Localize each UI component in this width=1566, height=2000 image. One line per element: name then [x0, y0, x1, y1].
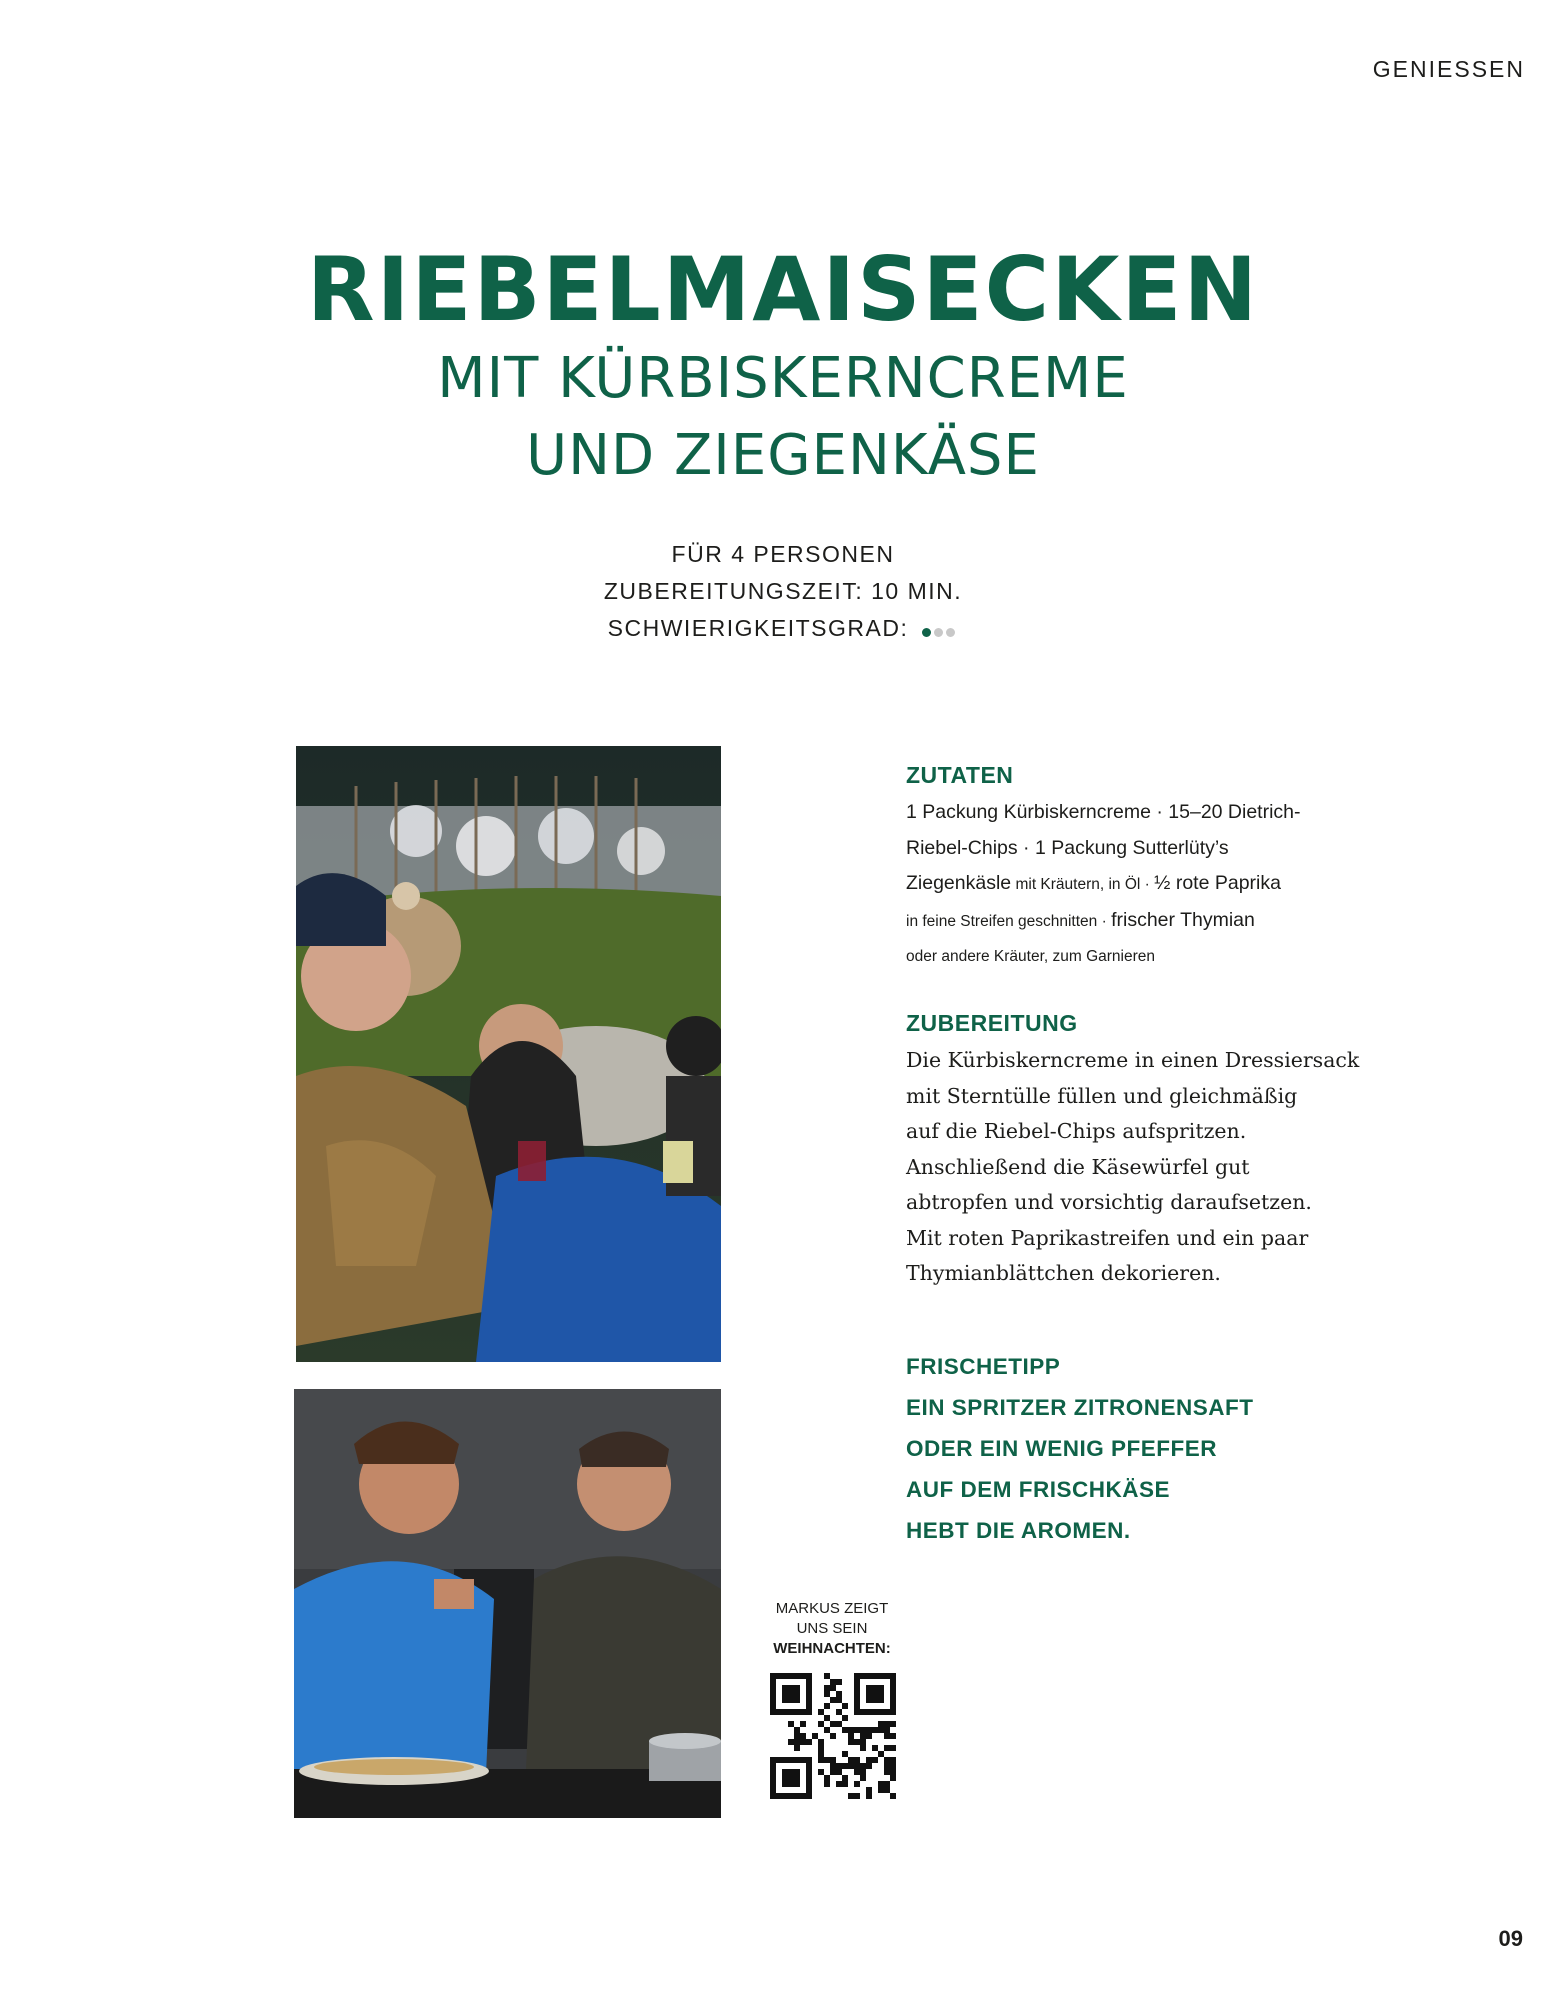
ingredient-thyme: frischer Thymian	[1111, 908, 1255, 931]
qr-caption	[752, 1599, 912, 1659]
photo-party-guests	[296, 746, 721, 1362]
preparation-line: abtropfen und vorsichtig daraufsetzen.	[906, 1190, 1312, 1214]
servings: FÜR 4 PERSONEN	[671, 541, 895, 567]
preparation-heading: ZUBEREITUNG	[906, 1010, 1078, 1036]
ingredient-goat-cheese: Ziegenkäsle	[906, 872, 1012, 894]
ingredient-paprika-note: in feine Streifen geschnitten ·	[906, 912, 1112, 930]
section-label: GENIESSEN	[1372, 56, 1525, 82]
prep-time: ZUBEREITUNGSZEIT: 10 MIN.	[603, 578, 963, 604]
difficulty	[0, 610, 1566, 648]
ingredient-goat-cheese-note: mit Kräutern, in Öl ·	[1011, 876, 1155, 893]
tip-section	[906, 1346, 1466, 1551]
recipe-meta	[0, 536, 1566, 648]
preparation-line: Die Kürbiskerncreme in einen Dressiersack	[906, 1048, 1360, 1072]
ingredients-line-5: oder andere Kräuter, zum Garnieren	[906, 948, 1155, 965]
qr-caption-line-1: MARKUS ZEIGT	[775, 1600, 889, 1617]
title-main: RIEBELMAISECKEN	[306, 238, 1260, 341]
qr-caption-line-3: WEIHNACHTEN:	[773, 1640, 891, 1657]
title-subtitle-line-2: UND ZIEGENKÄSE	[526, 423, 1040, 488]
ingredients-line-4	[906, 903, 1466, 940]
preparation-line: Thymianblättchen dekorieren.	[906, 1261, 1221, 1285]
preparation-line: Anschließend die Käsewürfel gut	[906, 1154, 1250, 1179]
title-subtitle-line-1: MIT KÜRBISKERNCREME	[437, 346, 1129, 411]
qr-code[interactable]	[770, 1673, 896, 1804]
tip-line: ODER EIN WENIG PFEFFER	[906, 1436, 1218, 1461]
recipe-title	[0, 240, 1566, 494]
ingredients-line-1: 1 Packung Kürbiskerncreme · 15–20 Dietrich-	[906, 801, 1301, 823]
qr-caption-line-2: UNS SEIN	[796, 1620, 868, 1637]
ingredients-heading: ZUTATEN	[906, 762, 1014, 788]
difficulty-dot	[934, 628, 943, 637]
ingredient-paprika: ½ rote Paprika	[1154, 872, 1281, 894]
difficulty-dot	[922, 628, 931, 637]
difficulty-label: SCHWIERIGKEITSGRAD:	[607, 615, 909, 641]
tip-line: HEBT DIE AROMEN.	[906, 1518, 1131, 1543]
difficulty-dot	[946, 628, 955, 637]
ingredients-line-3	[906, 866, 1466, 903]
photo-kitchen	[294, 1389, 721, 1818]
preparation-text	[906, 1043, 1466, 1292]
ingredients-line-2: Riebel-Chips · 1 Packung Sutterlüty’s	[906, 836, 1229, 859]
preparation-line: auf die Riebel-Chips aufspritzen.	[906, 1119, 1247, 1143]
tip-line: AUF DEM FRISCHKÄSE	[906, 1477, 1171, 1502]
preparation-line: Mit roten Paprikastreifen und ein paar	[906, 1225, 1309, 1250]
page-number: 09	[1498, 1926, 1523, 1951]
preparation-line: mit Sterntülle füllen und gleichmäßig	[906, 1083, 1298, 1108]
ingredients-list	[906, 795, 1466, 975]
difficulty-dots	[922, 611, 958, 648]
tip-heading: FRISCHETIPP	[906, 1354, 1061, 1379]
ingredients-section	[906, 762, 1466, 975]
preparation-section	[906, 1010, 1466, 1292]
tip-line: EIN SPRITZER ZITRONENSAFT	[906, 1395, 1254, 1420]
